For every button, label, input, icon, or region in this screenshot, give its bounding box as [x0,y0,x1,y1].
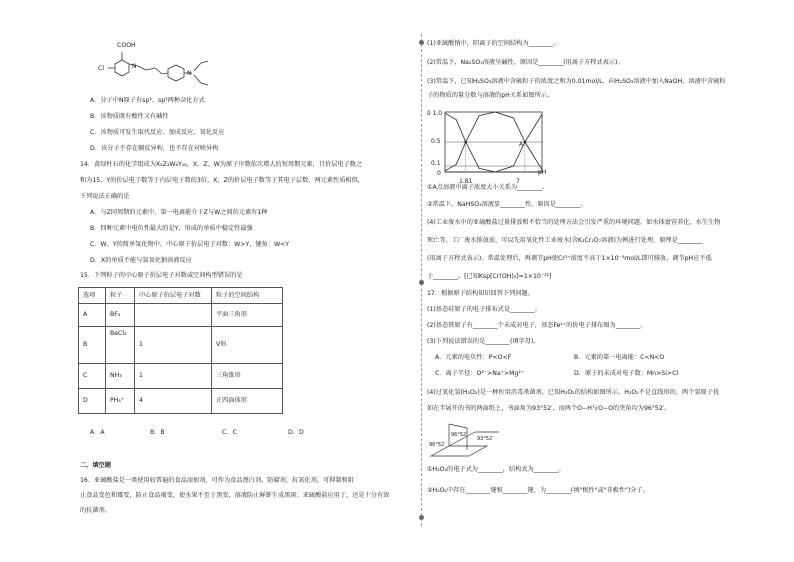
table-header-cell: 粒子 [106,288,135,304]
angle-label: 96°52′ [429,442,446,448]
table-cell: V形 [212,327,283,364]
q17-1: (1)基态硅原子的电子排布式是________。 [427,306,541,313]
q17-4-line: (4)过氧化氢(H₂O₂)是一种医用消毒杀菌剂，已知H₂O₂的结构如图所示。H₂O₂不是直线形的，两个氢原子犹 [427,389,720,396]
q14-line: 和为15，Y的价层电子数等于内层电子数的3倍，X、Z的价层电子数等于其电子层数，两元素性质相似， [80,177,364,184]
table-cell: 1 [135,364,212,389]
q13-option-b: B．该物质既有酸性又有碱性 [90,113,169,120]
angle-label: 93°52′ [477,436,494,442]
table-header-cell: 中心原子价层电子对数 [135,288,212,304]
q16-part-2: (2)常温下，Na₂SO₃溶液呈碱性，原因是________(用离子方程式表示)。 [427,59,624,66]
q16-4-line: (用离子方程式表示)。常温处理后，再调节pH使Cr³⁺浓度不高于1×10⁻⁵mol/L即可排放，调节pH应不低 [427,255,712,262]
n-label: N [187,70,192,77]
q15-option-d: D．D [288,429,304,436]
q14-option-b: B．四种元素中电负性最大的是Y，形成的单质中稳定性最强 [90,225,253,232]
series-line-2 [445,112,542,171]
q16-4-line: 于________。[已知Ksp[Cr(OH)₃]=1×10⁻³²] [427,273,552,280]
table-cell: A [79,304,106,327]
table-cell [135,304,212,327]
point-a-label: A [519,141,524,148]
q16-3-2: ②常温下，NaHSO₃溶液显________性，原因是________。 [427,201,587,208]
y-axis-label: δ 1.0 [427,110,443,117]
series-line-3 [445,114,542,172]
table-header-cell: 选项 [79,288,106,304]
y-tick-label: 0.5 [431,138,441,145]
n-label: N [132,63,137,70]
q16-3-1: ①A点溶液中离子浓度大小关系为________。 [427,184,549,191]
x-tick-label: 1.81 [459,178,473,184]
table-cell: PH₄⁺ [106,389,135,414]
point-a-marker [524,141,527,144]
species-fraction-chart [427,106,577,184]
q17-3: (3)下列说法错误的是________(填字母)。 [427,338,540,345]
q17-title: 17．根据原子结构知识回答下列问题。 [427,290,534,297]
q13-option-a: A．分子中N原子有sp²、sp³两种杂化方式 [90,97,205,104]
table-cell: NH₃ [106,364,135,389]
q17-option-d: D．原子的未成对电子数：Mn>Si>Cl [574,370,679,377]
table-row [79,304,283,327]
q16-line: 的抗菌剂。 [80,507,111,514]
series-line-1 [445,113,542,172]
q16-part-3: 子的物质的量分数与溶液的pH关系如图所示。 [427,92,554,99]
table-cell: D [79,389,106,414]
cl-label: Cl [98,65,105,72]
table-row [79,327,283,364]
q15-option-c: C．C [222,429,237,436]
q14-line: 14．黄绿柱石的化学组成为X₂Z₃W₆Y₁₈，X、Z、W为原子序数依次增大的短周期元素，且价层电子数之 [80,161,363,168]
q17-option-a: A．元素的电负性：P<O<F [435,354,512,361]
q14-option-c: C．W、Y的简单氢化物中，中心原子价层电子对数：W>Y，键角：W<Y [90,241,290,248]
table-cell: 正四面体形 [212,389,283,414]
table-header-row [79,288,283,304]
table-cell: C [79,364,106,389]
table-cell: 4 [135,389,212,414]
q16-line: 止食品变色和霉变，防止食品褐变，使水果不至于黑变，溶液防止鲜虾生成黑斑；亚硫酸盐应用于，还是十分有效 [80,492,390,499]
table-cell: 三角锥形 [212,364,283,389]
q17-2: (2)基态铁原子有________个未成对电子，基态Fe²⁺的价电子排布图为________。 [427,322,647,329]
x-tick-label: 7 [516,178,520,184]
q16-part-1: (1)亚硫酸钠中，阴离子的空间结构为________。 [427,40,560,47]
binding-dot [419,515,424,520]
q13-option-d: D．该分子不存在顺反异构，也不存在对映异构 [90,145,219,152]
table-cell: B [79,327,106,364]
q17-4-1: ①H₂O₂的电子式为________，结构式为________。 [427,466,565,473]
table-cell: 1 [135,327,212,364]
q17-option-b: B．元素的第一电离能：C<N<O [574,354,665,361]
table-row [79,389,283,414]
q15-table [78,287,283,414]
molecule-structure [80,38,250,96]
q14-option-a: A．与Z同周期的元素中，第一电离能介于Z与W之间的元素有1种 [90,209,268,216]
q14-line: 下列说法正确的是 [80,193,130,200]
binding-dot [419,280,424,285]
section-title: 二、填空题 [80,462,111,469]
q17-4-line: 如在半展开的书的两面纸上，书面角为93°52′，而两个O−H与O−O的夹角均为96°52′。 [427,405,671,412]
table-cell: BF₃ [106,304,135,327]
binding-dot [419,40,424,45]
h2o2-structure-figure [427,420,507,458]
q16-4-line: (4)工业废水中的亚硫酸盐过量排放和不恰当的处理方法会引发严重的环境问题，如水体富营养化、水生生物 [427,219,721,226]
q13-option-c: C．该物质可发生取代反应、加成反应、氧化反应 [90,129,225,136]
angle-label: 96°52′ [451,432,468,438]
q16-part-3: (3)常温下，已知H₂SO₃溶液中含硫粒子的浓度之和为0.01mol/L，向H₂SO₃溶液中加入NaOH，溶液中含硫粒 [427,78,726,85]
q16-line: 16．亚硫酸盐是一类使用较普遍的食品添加剂，可作为食品漂白剂，防腐剂，抗氧化剂，可抑制和阻 [80,477,354,484]
q17-4-2: ②H₂O₂中存在________键和________键，为________(填"极性"或"非极性")分子。 [427,487,649,494]
x-axis-label: pH [538,169,547,176]
table-header-cell: 粒子的空间结构 [212,288,283,304]
y-tick-label: 0 [437,170,441,177]
q15-option-a: A．A [90,429,105,436]
q14-option-d: D．X的单质不能与氢氧化钠溶液反应 [90,257,192,264]
table-cell: BeCl₂ [106,327,135,364]
q15-option-b: B．B [150,429,165,436]
intersection-marker [464,141,467,144]
q16-4-line: 死亡等。工厂废水排放前，可以先用氧化性工业废水(含K₂Cr₂O₇溶液)为例进行处理，原理是________ [427,237,703,244]
y-tick-label: 0.1 [431,160,441,167]
q17-option-c: C．离子半径：O²⁻>Na⁺>Mg²⁺ [435,370,525,377]
table-cell: 平面三角形 [212,304,283,327]
cooh-label: COOH [117,42,136,49]
q15-title: 15．下列粒子的中心原子价层电子对数或空间构型错误的是 [80,272,243,279]
table-row [79,364,283,389]
